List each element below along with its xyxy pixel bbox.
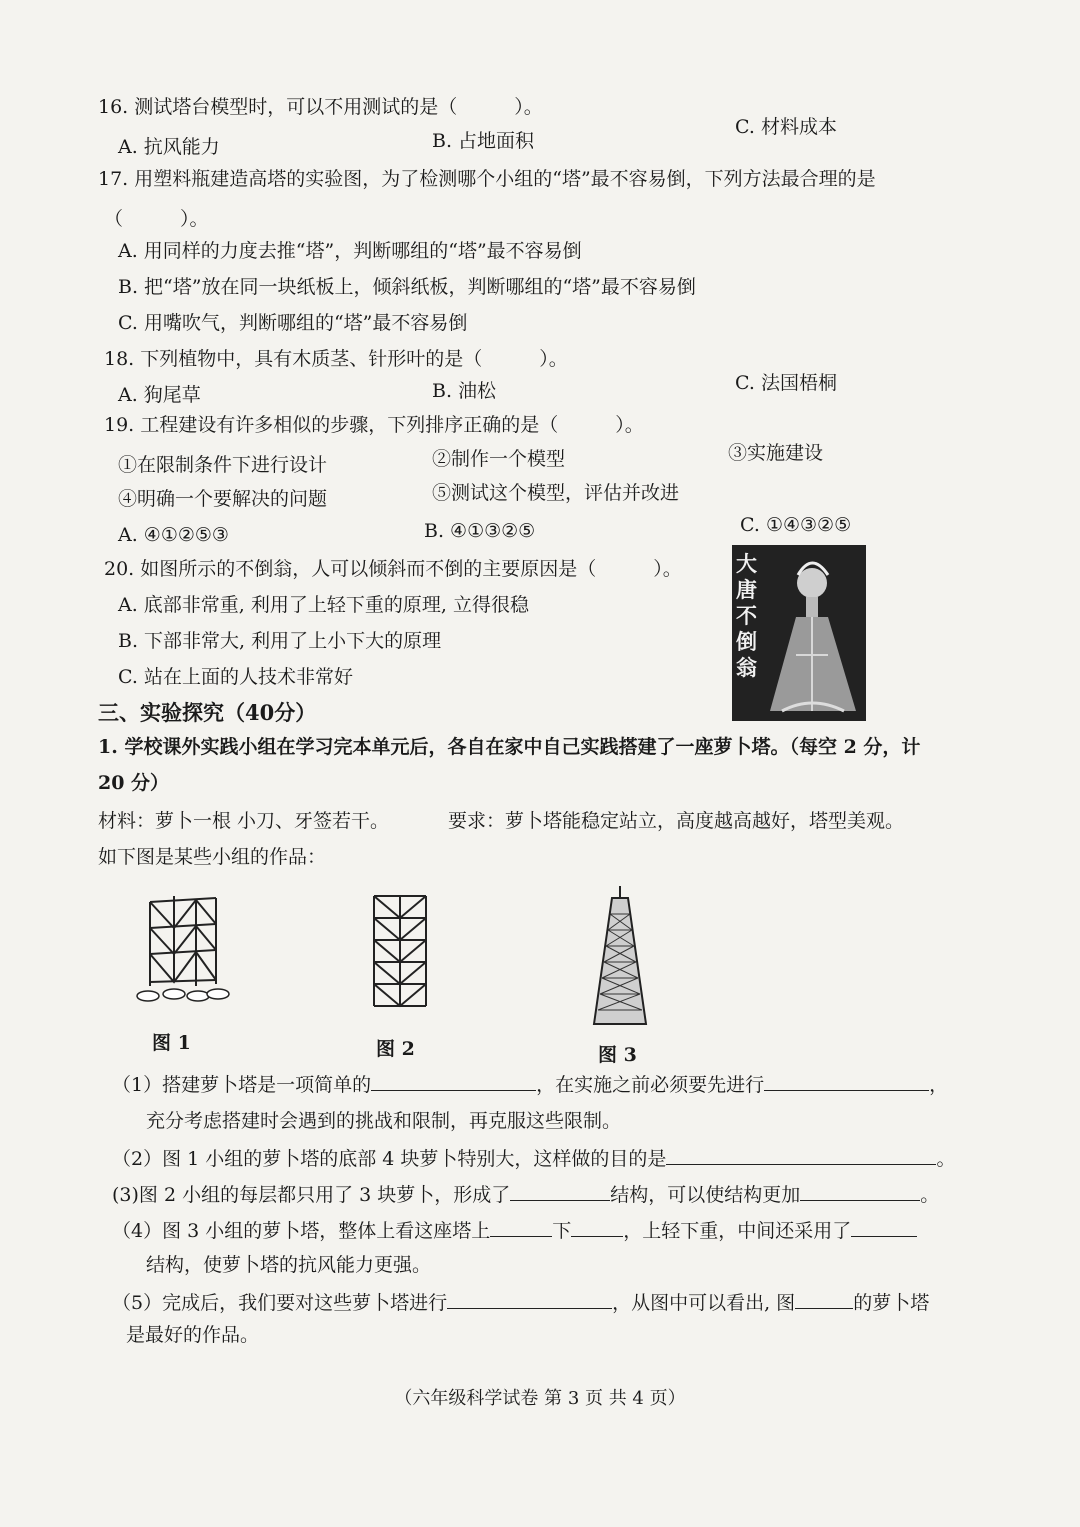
q19-option-a: A. ④①②⑤③ xyxy=(118,524,229,546)
exp1-q3-blank-2[interactable] xyxy=(800,1180,920,1201)
q19-step-4: ④明确一个要解决的问题 xyxy=(118,488,328,510)
q17-stem-cont: （ ）。 xyxy=(104,208,209,230)
figure-3-caption: 图 3 xyxy=(598,1044,637,1066)
q16-option-c: C. 材料成本 xyxy=(735,116,837,138)
exp1-q3-blank-1[interactable] xyxy=(510,1180,610,1201)
figure-2-caption: 图 2 xyxy=(376,1038,415,1060)
figure-1-caption: 图 1 xyxy=(152,1032,191,1054)
exp1-q5-text-d: 是最好的作品。 xyxy=(126,1324,260,1346)
tumbler-figure-icon xyxy=(732,545,866,721)
q19-step-2: ②制作一个模型 xyxy=(432,448,566,470)
q18-option-a: A. 狗尾草 xyxy=(118,384,201,406)
q18-option-c: C. 法国梧桐 xyxy=(735,372,837,394)
page-footer: （六年级科学试卷 第 3 页 共 4 页） xyxy=(394,1388,686,1409)
exp1-q4-blank-3[interactable] xyxy=(851,1216,917,1237)
exp1-q3-line xyxy=(112,1180,939,1208)
q17-stem: 17. 用塑料瓶建造高塔的实验图，为了检测哪个小组的“塔”最不容易倒，下列方法最合理的是 xyxy=(98,168,876,190)
radish-tower-figure-2 xyxy=(360,888,440,1018)
exp1-requirements: 要求：萝卜塔能稳定站立，高度越高越好，塔型美观。 xyxy=(448,810,905,832)
exp1-q5-blank-1[interactable] xyxy=(447,1288,612,1309)
q20-option-a: A. 底部非常重, 利用了上轻下重的原理, 立得很稳 xyxy=(118,594,529,616)
q17-option-a: A. 用同样的力度去推“塔”，判断哪组的“塔”最不容易倒 xyxy=(118,240,582,262)
exp1-q5-text-b: ，从图中可以看出, 图 xyxy=(612,1292,796,1314)
exp1-q1-line xyxy=(112,1070,948,1098)
q20-option-c: C. 站在上面的人技术非常好 xyxy=(118,666,353,688)
exp1-q2-blank[interactable] xyxy=(666,1144,936,1165)
q19-step-3: ③实施建设 xyxy=(728,442,824,464)
exp1-q2-text-a: （2）图 1 小组的萝卜塔的底部 4 块萝卜特别大，这样做的目的是 xyxy=(112,1148,667,1170)
exp1-q4-text-a: （4）图 3 小组的萝卜塔，整体上看这座塔上 xyxy=(112,1220,491,1242)
q16-option-a: A. 抗风能力 xyxy=(118,136,220,158)
exp1-stem: 1. 学校课外实践小组在学习完本单元后，各自在家中自己实践搭建了一座萝卜塔。（每空 2 分，计 xyxy=(98,736,921,758)
exp1-q4-blank-2[interactable] xyxy=(571,1216,623,1237)
exp1-q4-blank-1[interactable] xyxy=(490,1216,552,1237)
exp1-q1-text-a: （1）搭建萝卜塔是一项简单的 xyxy=(112,1074,372,1096)
exp1-q1-text-c: ， xyxy=(929,1074,949,1096)
exp1-q5-text-a: （5）完成后，我们要对这些萝卜塔进行 xyxy=(112,1292,448,1314)
exp1-q4-line xyxy=(112,1216,917,1244)
q19-option-b: B. ④①③②⑤ xyxy=(424,520,536,542)
exp1-q5-blank-2[interactable] xyxy=(795,1288,853,1309)
q18-option-b: B. 油松 xyxy=(432,380,497,402)
radish-tower-figure-1 xyxy=(132,890,232,1010)
exp1-stem-cont: 20 分） xyxy=(98,772,170,794)
q17-option-c: C. 用嘴吹气，判断哪组的“塔”最不容易倒 xyxy=(118,312,468,334)
radish-tower-figure-3 xyxy=(590,884,650,1034)
q20-stem: 20. 如图所示的不倒翁，人可以倾斜而不倒的主要原因是（ ）。 xyxy=(104,558,682,580)
exp1-q1-text-b: ，在实施之前必须要先进行 xyxy=(536,1074,765,1096)
exp1-q2-text-b: 。 xyxy=(936,1148,956,1170)
exp1-q3-text-b: 结构，可以使结构更加 xyxy=(610,1184,801,1206)
exp1-q1-blank-1[interactable] xyxy=(371,1070,536,1091)
q19-stem: 19. 工程建设有许多相似的步骤，下列排序正确的是（ ）。 xyxy=(104,414,644,436)
exp1-q2-line xyxy=(112,1144,955,1172)
q18-stem: 18. 下列植物中，具有木质茎、针形叶的是（ ）。 xyxy=(104,348,568,370)
q20-option-b: B. 下部非常大, 利用了上小下大的原理 xyxy=(118,630,442,652)
exp1-materials: 材料：萝卜一根 小刀、牙签若干。 xyxy=(98,810,390,832)
exp1-intro: 如下图是某些小组的作品： xyxy=(98,846,327,868)
q16-option-b: B. 占地面积 xyxy=(432,130,535,152)
q19-option-c: C. ①④③②⑤ xyxy=(740,514,852,536)
section-3-title: 三、实验探究（40分） xyxy=(98,700,317,725)
tumbler-photo xyxy=(732,545,866,721)
exp1-q5-text-c: 的萝卜塔 xyxy=(853,1292,930,1314)
q19-step-5: ⑤测试这个模型，评估并改进 xyxy=(432,482,680,504)
exp1-q3-text-c: 。 xyxy=(920,1184,940,1206)
exp1-q4-text-c: ，上轻下重，中间还采用了 xyxy=(623,1220,852,1242)
q16-stem: 16. 测试塔台模型时，可以不用测试的是（ ）。 xyxy=(98,96,543,118)
q17-option-b: B. 把“塔”放在同一块纸板上，倾斜纸板，判断哪组的“塔”最不容易倒 xyxy=(118,276,696,298)
tumbler-photo-caption: 大唐不倒翁 xyxy=(736,551,757,680)
exp1-q5-line xyxy=(112,1288,929,1316)
exp1-q4-text-b: 下 xyxy=(552,1220,572,1242)
exp1-q1-text-d: 充分考虑搭建时会遇到的挑战和限制，再克服这些限制。 xyxy=(146,1110,622,1132)
exp1-q3-text-a: (3)图 2 小组的每层都只用了 3 块萝卜，形成了 xyxy=(112,1184,511,1206)
exp1-q1-blank-2[interactable] xyxy=(764,1070,929,1091)
exp1-q4-text-d: 结构，使萝卜塔的抗风能力更强。 xyxy=(146,1254,432,1276)
q19-step-1: ①在限制条件下进行设计 xyxy=(118,454,328,476)
